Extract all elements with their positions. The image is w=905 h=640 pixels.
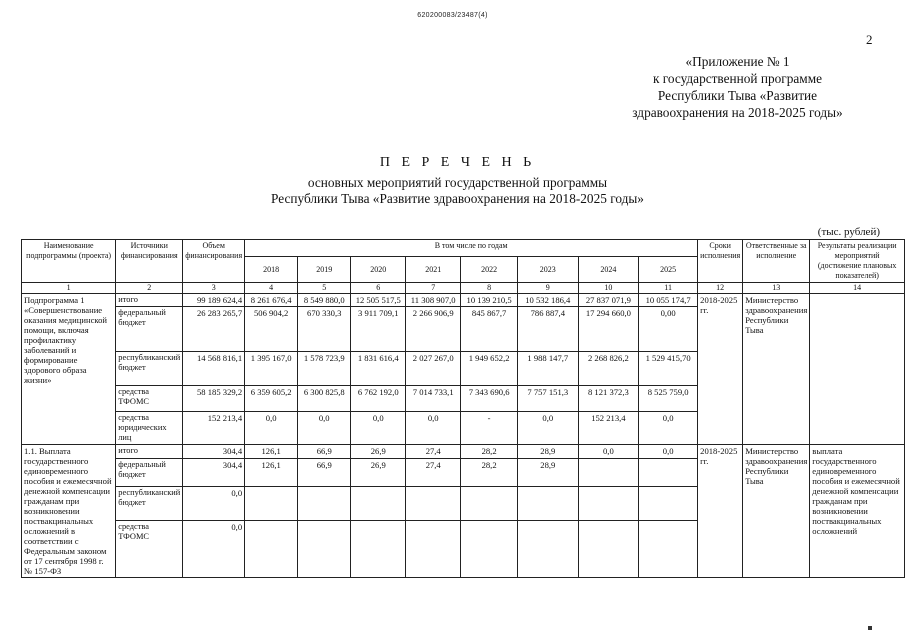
section-name: Подпрограмма 1 «Совершенствование оказания медицинской помощи, включая профилактику заболеваний и формирование здорового образа жизни» <box>22 294 116 445</box>
year-value-cell: 7 757 151,3 <box>518 386 579 412</box>
volume-cell: 14 568 816,1 <box>183 352 245 386</box>
year-value-cell: 7 343 690,6 <box>461 386 518 412</box>
column-number: 1 <box>22 283 116 294</box>
year-value-cell: 0,0 <box>351 412 406 445</box>
volume-cell: 0,0 <box>183 486 245 520</box>
year-value-cell: 0,0 <box>639 445 698 459</box>
header-volume: Объем финансирования <box>183 240 245 283</box>
header-by-years: В том числе по годам <box>245 240 698 257</box>
year-value-cell <box>639 520 698 577</box>
header-year: 2020 <box>351 257 406 283</box>
table-row <box>22 445 905 459</box>
terms-cell: 2018-2025 гг. <box>698 294 743 445</box>
column-number: 11 <box>639 283 698 294</box>
year-value-cell: 7 014 733,1 <box>406 386 461 412</box>
year-value-cell <box>461 486 518 520</box>
source-cell: средства ТФОМС <box>116 386 183 412</box>
column-number: 4 <box>245 283 298 294</box>
header-year: 2022 <box>461 257 518 283</box>
document-subtitle <box>130 175 785 207</box>
responsible-cell: Министерство здравоохранения Республики Тыва <box>743 445 810 578</box>
column-number: 5 <box>298 283 351 294</box>
appendix-line-3: Республики Тыва «Развитие <box>657 88 818 103</box>
year-value-cell: 8 261 676,4 <box>245 294 298 307</box>
header-year: 2025 <box>639 257 698 283</box>
header-year: 2019 <box>298 257 351 283</box>
year-value-cell: 2 268 826,2 <box>578 352 639 386</box>
appendix-line-1: «Приложение № 1 <box>685 54 790 69</box>
header-results: Результаты реализации мероприятий (достижение плановых показателей) <box>810 240 905 283</box>
volume-cell: 152 213,4 <box>183 412 245 445</box>
year-value-cell: 26,9 <box>351 445 406 459</box>
header-terms: Сроки исполнения <box>698 240 743 283</box>
year-value-cell <box>578 520 639 577</box>
year-value-cell: 8 121 372,3 <box>578 386 639 412</box>
year-value-cell: 28,9 <box>518 458 579 486</box>
year-value-cell <box>639 486 698 520</box>
year-value-cell: 126,1 <box>245 445 298 459</box>
page-number: 2 <box>866 32 873 47</box>
year-value-cell: 786 887,4 <box>518 307 579 352</box>
year-value-cell: 6 300 825,8 <box>298 386 351 412</box>
header-year: 2021 <box>406 257 461 283</box>
year-value-cell: 506 904,2 <box>245 307 298 352</box>
year-value-cell: 66,9 <box>298 458 351 486</box>
header-year: 2024 <box>578 257 639 283</box>
section-name: 1.1. Выплата государственного единовременного пособия и ежемесячной денежной компенсации гражданам при возникновении поствакцинальных осложнений в соответствии с Федеральным законом от 17 сентября 1998 г. № 157-ФЗ <box>22 445 116 578</box>
subtitle-line-2: Республики Тыва «Развитие здравоохранения на 2018-2025 годы» <box>271 191 644 206</box>
year-value-cell: 6 762 192,0 <box>351 386 406 412</box>
year-value-cell: 1 578 723,9 <box>298 352 351 386</box>
year-value-cell: 0,00 <box>639 307 698 352</box>
year-value-cell: 8 549 880,0 <box>298 294 351 307</box>
year-value-cell: 152 213,4 <box>578 412 639 445</box>
year-value-cell: 66,9 <box>298 445 351 459</box>
year-value-cell <box>639 458 698 486</box>
volume-cell: 58 185 329,2 <box>183 386 245 412</box>
source-cell: средства юридических лиц <box>116 412 183 445</box>
year-value-cell <box>245 520 298 577</box>
year-value-cell: 0,0 <box>518 412 579 445</box>
year-value-cell <box>518 486 579 520</box>
year-value-cell: 0,0 <box>578 445 639 459</box>
volume-cell: 99 189 624,4 <box>183 294 245 307</box>
year-value-cell: 8 525 759,0 <box>639 386 698 412</box>
source-cell: средства ТФОМС <box>116 520 183 577</box>
table-row <box>22 294 905 307</box>
volume-cell: 304,4 <box>183 445 245 459</box>
year-value-cell <box>245 486 298 520</box>
volume-cell: 0,0 <box>183 520 245 577</box>
year-value-cell: 11 308 907,0 <box>406 294 461 307</box>
year-value-cell <box>351 520 406 577</box>
year-value-cell: 0,0 <box>406 412 461 445</box>
column-number: 6 <box>351 283 406 294</box>
year-value-cell: 28,2 <box>461 458 518 486</box>
document-id: 620200083/23487(4) <box>417 12 488 19</box>
column-number: 9 <box>518 283 579 294</box>
column-number: 10 <box>578 283 639 294</box>
appendix-header <box>540 53 875 121</box>
year-value-cell: 0,0 <box>298 412 351 445</box>
volume-cell: 26 283 265,7 <box>183 307 245 352</box>
column-number: 14 <box>810 283 905 294</box>
year-value-cell: 126,1 <box>245 458 298 486</box>
units-label: (тыс. рублей) <box>817 226 880 238</box>
source-cell: итого <box>116 445 183 459</box>
year-value-cell <box>578 486 639 520</box>
year-value-cell <box>406 486 461 520</box>
year-value-cell <box>461 520 518 577</box>
measures-table <box>21 239 905 578</box>
volume-cell: 304,4 <box>183 458 245 486</box>
year-value-cell: - <box>461 412 518 445</box>
year-value-cell: 1 949 652,2 <box>461 352 518 386</box>
year-value-cell <box>406 520 461 577</box>
subtitle-line-1: основных мероприятий государственной программы <box>307 175 608 190</box>
year-value-cell: 28,9 <box>518 445 579 459</box>
year-value-cell: 845 867,7 <box>461 307 518 352</box>
result-cell <box>810 294 905 445</box>
terms-cell: 2018-2025 гг. <box>698 445 743 578</box>
responsible-cell: Министерство здравоохранения Республики Тыва <box>743 294 810 445</box>
year-value-cell: 2 266 906,9 <box>406 307 461 352</box>
year-value-cell: 27,4 <box>406 445 461 459</box>
column-number: 13 <box>743 283 810 294</box>
source-cell: федеральный бюджет <box>116 458 183 486</box>
year-value-cell: 17 294 660,0 <box>578 307 639 352</box>
year-value-cell: 2 027 267,0 <box>406 352 461 386</box>
year-value-cell <box>298 520 351 577</box>
corner-mark <box>868 626 872 630</box>
year-value-cell: 10 139 210,5 <box>461 294 518 307</box>
year-value-cell: 670 330,3 <box>298 307 351 352</box>
header-source: Источники финансирования <box>116 240 183 283</box>
column-number: 2 <box>116 283 183 294</box>
header-responsible: Ответственные за исполнение <box>743 240 810 283</box>
header-year: 2018 <box>245 257 298 283</box>
year-value-cell: 26,9 <box>351 458 406 486</box>
appendix-line-4: здравоохранения на 2018-2025 годы» <box>632 105 843 120</box>
year-value-cell <box>518 520 579 577</box>
source-cell: итого <box>116 294 183 307</box>
header-year: 2023 <box>518 257 579 283</box>
result-cell: выплата государственного единовременного пособия и ежемесячной денежной компенсации гражданам при возникновении поствакцинальных осложнений <box>810 445 905 578</box>
year-value-cell: 1 831 616,4 <box>351 352 406 386</box>
year-value-cell <box>298 486 351 520</box>
column-number: 3 <box>183 283 245 294</box>
document-title: П Е Р Е Ч Е Н Ь <box>379 155 536 170</box>
source-cell: республиканский бюджет <box>116 352 183 386</box>
source-cell: федеральный бюджет <box>116 307 183 352</box>
year-value-cell: 27 837 071,9 <box>578 294 639 307</box>
column-number: 8 <box>461 283 518 294</box>
year-value-cell: 1 395 167,0 <box>245 352 298 386</box>
year-value-cell: 0,0 <box>639 412 698 445</box>
year-value-cell: 0,0 <box>245 412 298 445</box>
year-value-cell: 1 529 415,70 <box>639 352 698 386</box>
year-value-cell <box>351 486 406 520</box>
appendix-line-2: к государственной программе <box>652 71 823 86</box>
year-value-cell: 3 911 709,1 <box>351 307 406 352</box>
year-value-cell: 12 505 517,5 <box>351 294 406 307</box>
year-value-cell: 28,2 <box>461 445 518 459</box>
year-value-cell: 27,4 <box>406 458 461 486</box>
source-cell: республиканский бюджет <box>116 486 183 520</box>
year-value-cell: 6 359 605,2 <box>245 386 298 412</box>
column-number: 12 <box>698 283 743 294</box>
year-value-cell: 1 988 147,7 <box>518 352 579 386</box>
year-value-cell: 10 055 174,7 <box>639 294 698 307</box>
year-value-cell <box>578 458 639 486</box>
column-number: 7 <box>406 283 461 294</box>
header-name: Наименование подпрограммы (проекта) <box>22 240 116 283</box>
year-value-cell: 10 532 186,4 <box>518 294 579 307</box>
